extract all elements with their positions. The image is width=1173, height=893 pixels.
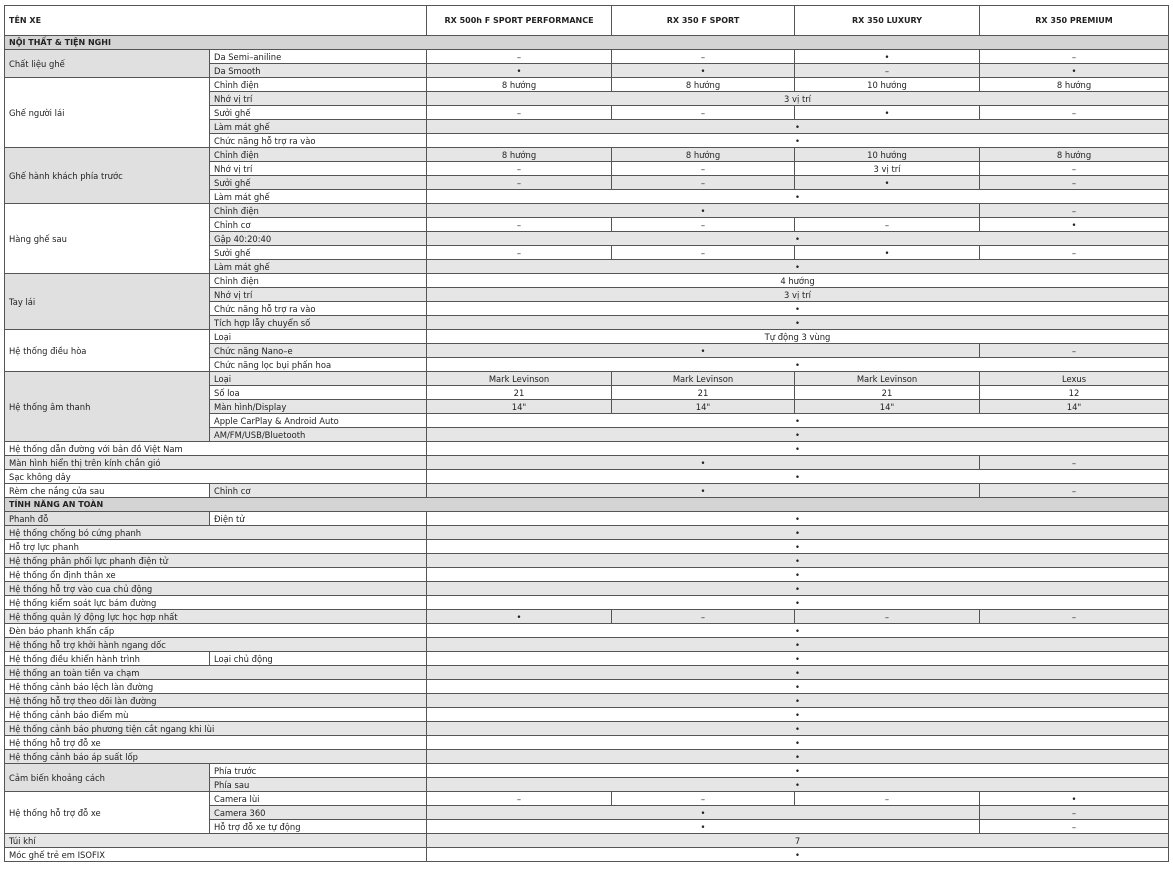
spec-table xyxy=(4,5,1169,862)
value-cell: 14" xyxy=(612,400,795,414)
feature-sub-label: Chức năng hỗ trợ ra vào xyxy=(210,302,427,316)
feature-label: Hệ thống kiểm soát lực bám đường xyxy=(5,596,427,610)
feature-group-label: Rèm che nắng cửa sau xyxy=(5,484,210,498)
feature-sub-label: Chỉnh điện xyxy=(210,78,427,92)
value-cell: – xyxy=(427,218,612,232)
value-cell: – xyxy=(980,246,1169,260)
spec-row xyxy=(5,694,1169,708)
value-cell: • xyxy=(427,694,1169,708)
value-cell: 8 hướng xyxy=(980,148,1169,162)
feature-label: Sạc không dây xyxy=(5,470,427,484)
value-cell: – xyxy=(427,106,612,120)
feature-group-label: Phanh đỗ xyxy=(5,512,210,526)
spec-row xyxy=(5,78,1169,92)
value-cell: • xyxy=(795,176,980,190)
spec-row xyxy=(5,848,1169,862)
model-header: RX 350 F SPORT xyxy=(612,6,795,36)
feature-group-label: Hệ thống điều hòa xyxy=(5,330,210,372)
value-cell: • xyxy=(427,764,1169,778)
value-cell: • xyxy=(427,848,1169,862)
feature-sub-label: Da Semi–aniline xyxy=(210,50,427,64)
feature-group-label: Cảm biến khoảng cách xyxy=(5,764,210,792)
feature-label: Túi khí xyxy=(5,834,427,848)
spec-row xyxy=(5,456,1169,470)
feature-sub-label: Da Smooth xyxy=(210,64,427,78)
value-cell: • xyxy=(427,204,980,218)
feature-label: Hệ thống cảnh báo điểm mù xyxy=(5,708,427,722)
spec-row xyxy=(5,540,1169,554)
value-cell: • xyxy=(427,260,1169,274)
value-cell: 3 vị trí xyxy=(427,92,1169,106)
spec-row xyxy=(5,330,1169,344)
spec-row xyxy=(5,666,1169,680)
value-cell: • xyxy=(427,652,1169,666)
value-cell: – xyxy=(795,610,980,624)
value-cell: • xyxy=(427,708,1169,722)
value-cell: – xyxy=(612,50,795,64)
value-cell: 10 hướng xyxy=(795,78,980,92)
value-cell: – xyxy=(980,610,1169,624)
value-cell: • xyxy=(612,64,795,78)
spec-row xyxy=(5,610,1169,624)
value-cell: • xyxy=(795,246,980,260)
spec-row xyxy=(5,204,1169,218)
value-cell: – xyxy=(795,218,980,232)
value-cell: • xyxy=(427,680,1169,694)
value-cell: – xyxy=(427,162,612,176)
value-cell: • xyxy=(427,526,1169,540)
section-header xyxy=(5,498,1169,512)
value-cell: – xyxy=(795,792,980,806)
value-cell: • xyxy=(427,750,1169,764)
value-cell: • xyxy=(427,428,1169,442)
value-cell: • xyxy=(427,64,612,78)
value-cell: • xyxy=(427,820,980,834)
feature-sub-label: Camera 360 xyxy=(210,806,427,820)
value-cell: • xyxy=(980,64,1169,78)
spec-row xyxy=(5,834,1169,848)
spec-row xyxy=(5,484,1169,498)
value-cell: – xyxy=(980,484,1169,498)
value-cell: 21 xyxy=(795,386,980,400)
feature-sub-label: Màn hình/Display xyxy=(210,400,427,414)
feature-sub-label: Chỉnh điện xyxy=(210,148,427,162)
feature-group-label: Ghế hành khách phía trước xyxy=(5,148,210,204)
value-cell: 7 xyxy=(427,834,1169,848)
value-cell: – xyxy=(980,204,1169,218)
spec-row xyxy=(5,722,1169,736)
value-cell: – xyxy=(612,246,795,260)
spec-row xyxy=(5,274,1169,288)
feature-label: Móc ghế trẻ em ISOFIX xyxy=(5,848,427,862)
value-cell: – xyxy=(980,162,1169,176)
feature-sub-label: Sưởi ghế xyxy=(210,176,427,190)
value-cell: 8 hướng xyxy=(980,78,1169,92)
feature-sub-label: Chức năng lọc bụi phấn hoa xyxy=(210,358,427,372)
value-cell: • xyxy=(795,106,980,120)
feature-sub-label: Chỉnh cơ xyxy=(210,218,427,232)
value-cell: • xyxy=(427,666,1169,680)
value-cell: – xyxy=(980,806,1169,820)
feature-label: Hệ thống chống bó cứng phanh xyxy=(5,526,427,540)
value-cell: – xyxy=(612,176,795,190)
feature-sub-label: Làm mát ghế xyxy=(210,120,427,134)
spec-row xyxy=(5,372,1169,386)
feature-sub-label: Làm mát ghế xyxy=(210,190,427,204)
value-cell: – xyxy=(980,820,1169,834)
value-cell: • xyxy=(980,792,1169,806)
spec-row xyxy=(5,568,1169,582)
spec-row xyxy=(5,624,1169,638)
value-cell: • xyxy=(427,232,1169,246)
feature-label: Hệ thống hỗ trợ vào cua chủ động xyxy=(5,582,427,596)
value-cell: • xyxy=(427,190,1169,204)
value-cell: Mark Levinson xyxy=(612,372,795,386)
feature-sub-label: Camera lùi xyxy=(210,792,427,806)
feature-label: Hệ thống hỗ trợ khởi hành ngang dốc xyxy=(5,638,427,652)
value-cell: 8 hướng xyxy=(427,78,612,92)
value-cell: • xyxy=(427,596,1169,610)
feature-sub-label: Điện tử xyxy=(210,512,427,526)
value-cell: 14" xyxy=(980,400,1169,414)
value-cell: • xyxy=(427,414,1169,428)
spec-row xyxy=(5,708,1169,722)
feature-sub-label: Phía trước xyxy=(210,764,427,778)
spec-row xyxy=(5,582,1169,596)
model-header: RX 350 LUXURY xyxy=(795,6,980,36)
spec-row xyxy=(5,652,1169,666)
feature-group-label: Hàng ghế sau xyxy=(5,204,210,274)
value-cell: • xyxy=(427,736,1169,750)
feature-sub-label: Apple CarPlay & Android Auto xyxy=(210,414,427,428)
feature-label: Đèn báo phanh khẩn cấp xyxy=(5,624,427,638)
value-cell: • xyxy=(427,568,1169,582)
feature-label: Hệ thống hỗ trợ đỗ xe xyxy=(5,736,427,750)
feature-group-label: Hệ thống âm thanh xyxy=(5,372,210,442)
value-cell: • xyxy=(427,582,1169,596)
feature-label: Hệ thống hỗ trợ theo dõi làn đường xyxy=(5,694,427,708)
spec-row xyxy=(5,764,1169,778)
section-title: TÍNH NĂNG AN TOÀN xyxy=(5,498,1169,512)
feature-sub-label: Sưởi ghế xyxy=(210,246,427,260)
feature-label: Màn hình hiển thị trên kính chắn gió xyxy=(5,456,427,470)
feature-sub-label: Chỉnh điện xyxy=(210,204,427,218)
feature-group-label: Tay lái xyxy=(5,274,210,330)
spec-row xyxy=(5,554,1169,568)
value-cell: Tự động 3 vùng xyxy=(427,330,1169,344)
value-cell: • xyxy=(427,610,612,624)
value-cell: • xyxy=(427,470,1169,484)
feature-sub-label: Làm mát ghế xyxy=(210,260,427,274)
value-cell: 21 xyxy=(612,386,795,400)
section-header xyxy=(5,36,1169,50)
feature-sub-label: Hỗ trợ đỗ xe tự động xyxy=(210,820,427,834)
value-cell: • xyxy=(427,442,1169,456)
spec-row xyxy=(5,736,1169,750)
feature-sub-label: Chỉnh cơ xyxy=(210,484,427,498)
feature-sub-label: Loại xyxy=(210,372,427,386)
header-row xyxy=(5,6,1169,36)
model-header: RX 350 PREMIUM xyxy=(980,6,1169,36)
spec-row xyxy=(5,148,1169,162)
value-cell: • xyxy=(427,778,1169,792)
feature-sub-label: Tích hợp lẫy chuyển số xyxy=(210,316,427,330)
spec-row xyxy=(5,750,1169,764)
spec-row xyxy=(5,526,1169,540)
value-cell: • xyxy=(980,218,1169,232)
value-cell: 12 xyxy=(980,386,1169,400)
value-cell: Mark Levinson xyxy=(795,372,980,386)
feature-group-label: Ghế người lái xyxy=(5,78,210,148)
header-label: TÊN XE xyxy=(5,6,427,36)
spec-row xyxy=(5,638,1169,652)
value-cell: – xyxy=(980,176,1169,190)
value-cell: 8 hướng xyxy=(612,78,795,92)
feature-sub-label: Gập 40:20:40 xyxy=(210,232,427,246)
value-cell: 8 hướng xyxy=(427,148,612,162)
value-cell: • xyxy=(427,554,1169,568)
value-cell: • xyxy=(427,134,1169,148)
feature-label: Hệ thống cảnh báo áp suất lốp xyxy=(5,750,427,764)
feature-group-label: Chất liệu ghế xyxy=(5,50,210,78)
spec-body xyxy=(5,36,1169,862)
feature-label: Hệ thống ổn định thân xe xyxy=(5,568,427,582)
value-cell: • xyxy=(427,302,1169,316)
spec-row xyxy=(5,470,1169,484)
feature-label: Hệ thống phân phối lực phanh điện tử xyxy=(5,554,427,568)
feature-sub-label: Nhớ vị trí xyxy=(210,92,427,106)
value-cell: • xyxy=(427,344,980,358)
value-cell: • xyxy=(427,638,1169,652)
feature-label: Hệ thống quản lý động lực học hợp nhất xyxy=(5,610,427,624)
spec-row xyxy=(5,596,1169,610)
value-cell: • xyxy=(427,512,1169,526)
value-cell: – xyxy=(612,218,795,232)
value-cell: Mark Levinson xyxy=(427,372,612,386)
value-cell: 8 hướng xyxy=(612,148,795,162)
value-cell: – xyxy=(612,106,795,120)
value-cell: • xyxy=(427,316,1169,330)
spec-row xyxy=(5,50,1169,64)
value-cell: – xyxy=(795,64,980,78)
value-cell: – xyxy=(980,106,1169,120)
feature-label: Hệ thống cảnh báo phương tiện cắt ngang khi lùi xyxy=(5,722,427,736)
feature-sub-label: Nhớ vị trí xyxy=(210,288,427,302)
value-cell: – xyxy=(427,50,612,64)
spec-row xyxy=(5,680,1169,694)
feature-label: Hệ thống cảnh báo lệch làn đường xyxy=(5,680,427,694)
feature-label: Hệ thống an toàn tiền va chạm xyxy=(5,666,427,680)
value-cell: • xyxy=(427,484,980,498)
value-cell: – xyxy=(980,456,1169,470)
spec-row xyxy=(5,442,1169,456)
feature-label: Hệ thống dẫn đường với bản đồ Việt Nam xyxy=(5,442,427,456)
value-cell: – xyxy=(427,176,612,190)
feature-sub-label: AM/FM/USB/Bluetooth xyxy=(210,428,427,442)
feature-sub-label: Số loa xyxy=(210,386,427,400)
feature-sub-label: Loại xyxy=(210,330,427,344)
value-cell: – xyxy=(612,610,795,624)
value-cell: • xyxy=(427,806,980,820)
value-cell: • xyxy=(795,50,980,64)
value-cell: • xyxy=(427,120,1169,134)
value-cell: • xyxy=(427,358,1169,372)
value-cell: 21 xyxy=(427,386,612,400)
feature-group-label: Hệ thống hỗ trợ đỗ xe xyxy=(5,792,210,834)
value-cell: 10 hướng xyxy=(795,148,980,162)
feature-sub-label: Loại chủ động xyxy=(210,652,427,666)
spec-row xyxy=(5,792,1169,806)
value-cell: – xyxy=(612,162,795,176)
value-cell: 14" xyxy=(795,400,980,414)
feature-sub-label: Phía sau xyxy=(210,778,427,792)
feature-sub-label: Chức năng Nano–e xyxy=(210,344,427,358)
value-cell: • xyxy=(427,456,980,470)
spec-row xyxy=(5,512,1169,526)
model-header: RX 500h F SPORT PERFORMANCE xyxy=(427,6,612,36)
value-cell: – xyxy=(427,792,612,806)
feature-sub-label: Chỉnh điện xyxy=(210,274,427,288)
value-cell: • xyxy=(427,722,1169,736)
feature-sub-label: Chức năng hỗ trợ ra vào xyxy=(210,134,427,148)
section-title: NỘI THẤT & TIỆN NGHI xyxy=(5,36,1169,50)
feature-sub-label: Nhớ vị trí xyxy=(210,162,427,176)
value-cell: – xyxy=(980,344,1169,358)
value-cell: • xyxy=(427,624,1169,638)
value-cell: – xyxy=(980,50,1169,64)
value-cell: 3 vị trí xyxy=(795,162,980,176)
feature-group-label: Hệ thống điều khiển hành trình xyxy=(5,652,210,666)
value-cell: – xyxy=(612,792,795,806)
feature-label: Hỗ trợ lực phanh xyxy=(5,540,427,554)
value-cell: 3 vị trí xyxy=(427,288,1169,302)
value-cell: 14" xyxy=(427,400,612,414)
value-cell: Lexus xyxy=(980,372,1169,386)
value-cell: – xyxy=(427,246,612,260)
feature-sub-label: Sưởi ghế xyxy=(210,106,427,120)
value-cell: • xyxy=(427,540,1169,554)
value-cell: 4 hướng xyxy=(427,274,1169,288)
